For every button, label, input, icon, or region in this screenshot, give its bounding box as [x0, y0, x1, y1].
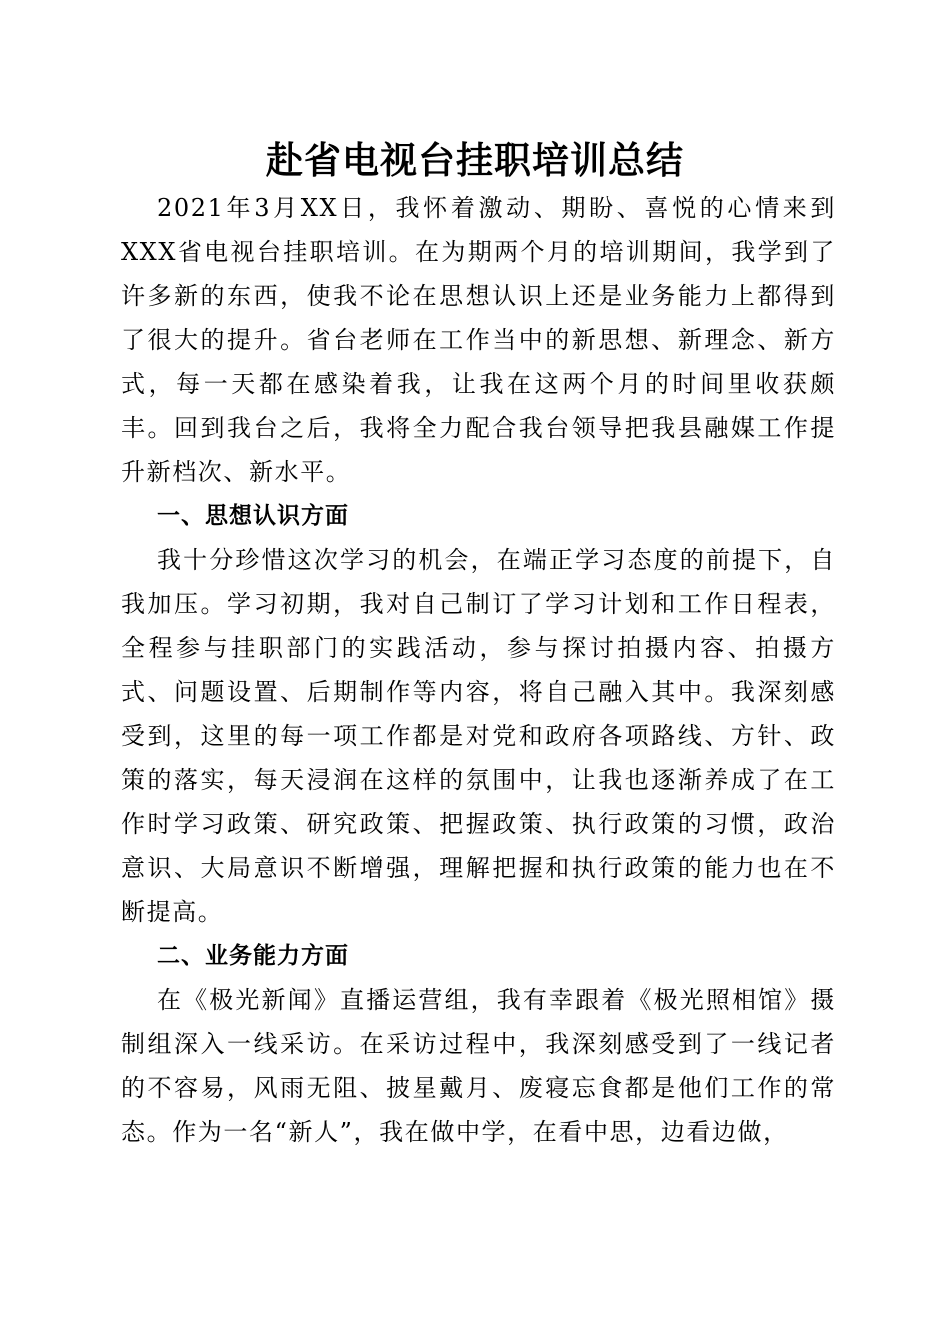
section-paragraph-business: 在《极光新闻》直播运营组，我有幸跟着《极光照相馆》摄制组深入一线采访。在采访过程中，我深刻感受到了一线记者的不容易，风雨无阻、披星戴月、废寝忘食都是他们工作的常态。作为一名“新人”，我在做中学，在看中思，边看边做， [121, 986, 836, 1146]
section-paragraph-ideology: 我十分珍惜这次学习的机会，在端正学习态度的前提下，自我加压。学习初期，我对自己制订了学习计划和工作日程表，全程参与挂职部门的实践活动，参与探讨拍摄内容、拍摄方式、问题设置、后期制作等内容，将自己融入其中。我深刻感受到，这里的每一项工作都是对党和政府各项路线、方针、政策的落实，每天浸润在这样的氛围中，让我也逐渐养成了在工作时学习政策、研究政策、把握政策、执行政策的习惯，政治意识、大局意识不断增强，理解把握和执行政策的能力也在不断提高。 [121, 546, 836, 926]
intro-paragraph: 2021年3月XX日，我怀着激动、期盼、喜悦的心情来到XXX省电视台挂职培训。在为期两个月的培训期间，我学到了许多新的东西，使我不论在思想认识上还是业务能力上都得到了很大的提升。省台老师在工作当中的新思想、新理念、新方式，每一天都在感染着我，让我在这两个月的时间里收获颇丰。回到我台之后，我将全力配合我台领导把我县融媒工作提升新档次、新水平。 [121, 194, 836, 486]
section-heading-ideology: 一、思想认识方面 [157, 503, 349, 529]
document-body [121, 186, 836, 1154]
document-title: 赴省电视台挂职培训总结 [266, 138, 684, 182]
section-heading-business: 二、业务能力方面 [157, 943, 349, 969]
